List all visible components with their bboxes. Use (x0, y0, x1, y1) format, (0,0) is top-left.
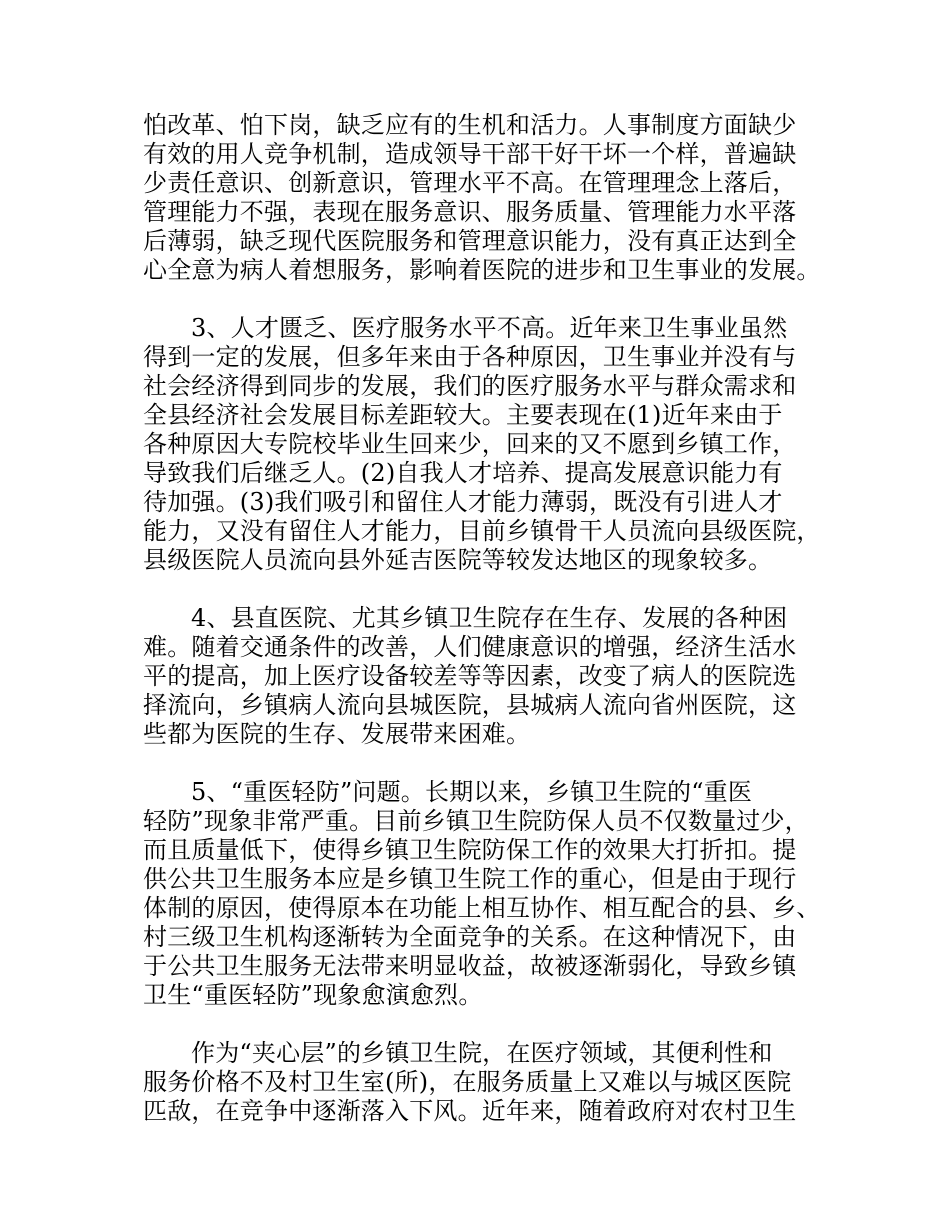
text-line: 5、“重医轻防”问题。长期以来，乡镇卫生院的“重医 (191, 778, 753, 806)
text-line: 各种原因大专院校毕业生回来少，回来的又不愿到乡镇工作， (143, 430, 797, 458)
text-line: 轻防”现象非常严重。目前乡镇卫生院防保人员不仅数量过少， (143, 807, 809, 835)
text-line: 村三级卫生机构逐渐转为全面竞争的关系。在这种情况下，由 (143, 923, 797, 951)
text-line: 匹敌，在竞争中逐渐落入下风。近年来，随着政府对农村卫生 (143, 1097, 797, 1125)
document-body (143, 111, 843, 1155)
text-line: 县级医院人员流向县外延吉医院等较发达地区的现象较多。 (143, 546, 773, 574)
text-line: 于公共卫生服务无法带来明显收益，故被逐渐弱化，导致乡镇 (143, 952, 797, 980)
text-line: 后薄弱，缺乏现代医院服务和管理意识能力，没有真正达到全 (143, 227, 797, 255)
text-line: 怕改革、怕下岗，缺乏应有的生机和活力。人事制度方面缺少 (143, 111, 797, 139)
text-line: 而且质量低下，使得乡镇卫生院防保工作的效果大打折扣。提 (143, 836, 797, 864)
text-line: 体制的原因，使得原本在功能上相互协作、相互配合的县、乡、 (143, 894, 821, 922)
text-line: 心全意为病人着想服务，影响着医院的进步和卫生事业的发展。 (143, 256, 821, 284)
text-line: 平的提高，加上医疗设备较差等等因素，改变了病人的医院选 (143, 662, 797, 690)
text-line: 卫生“重医轻防”现象愈演愈烈。 (143, 981, 483, 1009)
text-line: 4、县直医院、尤其乡镇卫生院存在生存、发展的各种困 (191, 604, 788, 632)
text-line: 难。随着交通条件的改善，人们健康意识的增强，经济生活水 (143, 633, 797, 661)
text-line: 得到一定的发展，但多年来由于各种原因，卫生事业并没有与 (143, 343, 797, 371)
paragraph-1 (143, 111, 843, 285)
text-line: 少责任意识、创新意识，管理水平不高。在管理理念上落后， (143, 169, 797, 197)
text-line: 择流向，乡镇病人流向县城医院，县城病人流向省州医院，这 (143, 691, 797, 719)
text-line: 能力，又没有留住人才能力，目前乡镇骨干人员流向县级医院， (143, 517, 821, 545)
paragraph-3 (143, 604, 843, 749)
paragraph-5 (143, 1039, 843, 1126)
text-line: 管理能力不强，表现在服务意识、服务质量、管理能力水平落 (143, 198, 797, 226)
text-line: 全县经济社会发展目标差距较大。主要表现在(1)近年来由于 (143, 401, 783, 429)
text-line: 供公共卫生服务本应是乡镇卫生院工作的重心，但是由于现行 (143, 865, 797, 893)
paragraph-2 (143, 314, 843, 575)
text-line: 3、人才匮乏、医疗服务水平不高。近年来卫生事业虽然 (191, 314, 788, 342)
text-line: 些都为医院的生存、发展带来困难。 (143, 720, 531, 748)
paragraph-4 (143, 778, 843, 1010)
text-line: 待加强。(3)我们吸引和留住人才能力薄弱，既没有引进人才 (143, 488, 783, 516)
text-line: 导致我们后继乏人。(2)自我人才培养、提高发展意识能力有 (143, 459, 783, 487)
text-line: 服务价格不及村卫生室(所)，在服务质量上又难以与城区医院 (143, 1068, 792, 1096)
text-line: 有效的用人竞争机制，造成领导干部干好干坏一个样，普遍缺 (143, 140, 797, 168)
text-line: 社会经济得到同步的发展，我们的医疗服务水平与群众需求和 (143, 372, 797, 400)
text-line: 作为“夹心层”的乡镇卫生院，在医疗领域，其便利性和 (191, 1039, 773, 1067)
